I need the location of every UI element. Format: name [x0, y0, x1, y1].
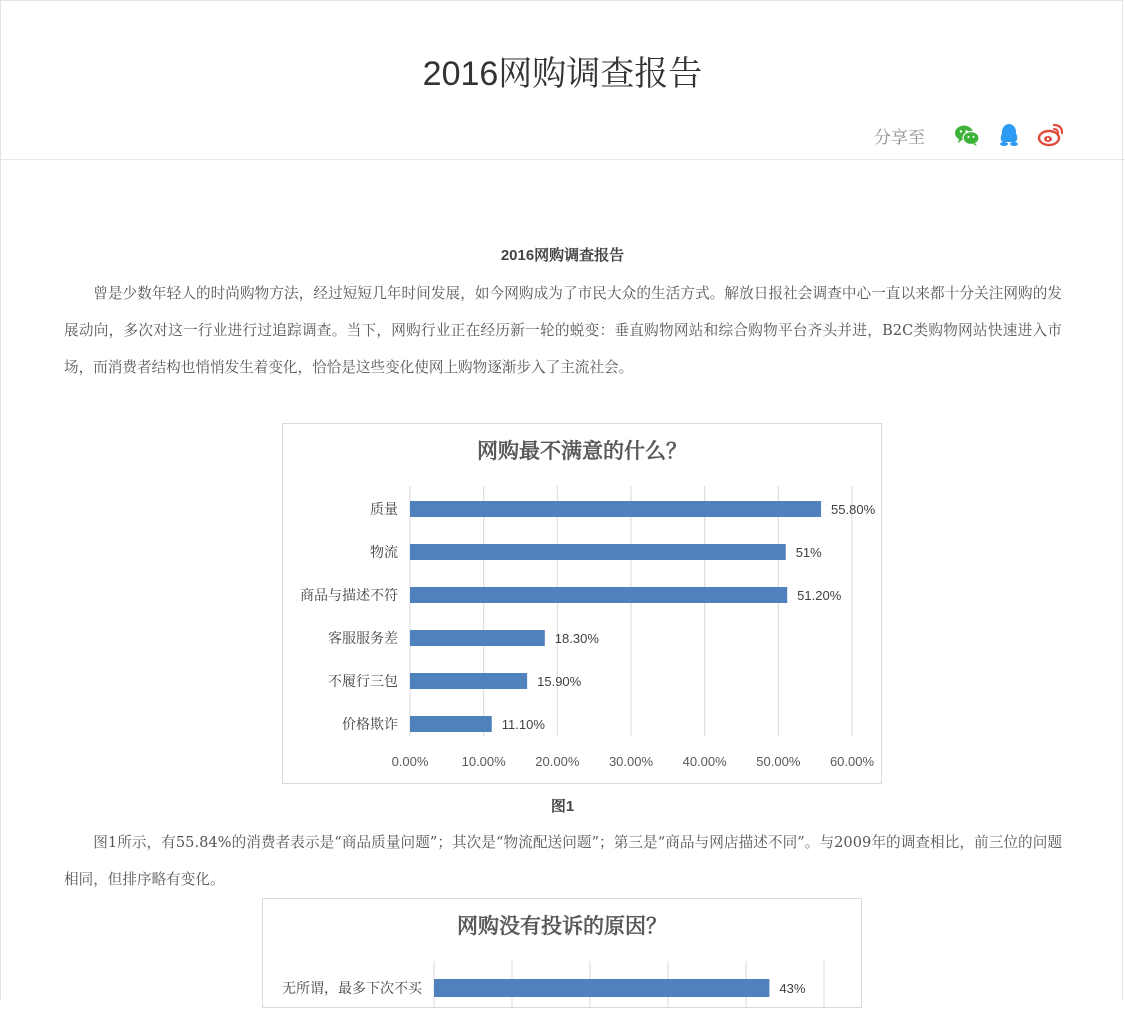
figure-caption: 图1	[550, 798, 575, 815]
category-label: 商品与描述不符	[300, 587, 398, 603]
category-label: 不履行三包	[328, 673, 398, 689]
x-tick-label: 30.00%	[608, 754, 654, 769]
page-title: 2016网购调查报告	[422, 55, 703, 93]
x-tick-label: 50.00%	[756, 754, 801, 769]
data-label: 55.80%	[831, 502, 876, 517]
bar	[410, 630, 545, 646]
category-label: 价格欺诈	[342, 716, 398, 732]
header-divider	[0, 159, 1125, 160]
bar	[410, 544, 786, 560]
data-label: 51%	[795, 545, 822, 560]
bar	[410, 673, 527, 689]
chart-no-complaint	[262, 898, 862, 1008]
category-label: 质量	[370, 501, 398, 517]
category-label: 客服服务差	[328, 630, 398, 646]
article-title: 2016网购调查报告	[500, 247, 625, 264]
weibo-icon[interactable]	[1037, 121, 1065, 149]
x-tick-label: 60.00%	[829, 754, 875, 769]
chart-dissatisfaction	[282, 423, 882, 784]
article-paragraph: 曾是少数年轻人的时尚购物方法，经过短短几年时间发展，如今网购成为了市民大众的生活方式。解放日报社会调查中心一直以来都十分关注网购的发展动向，多次对这一行业进行过追踪调查。当下，网购行业正在经历新一轮的蜕变：垂直购物网站和综合购物平台齐头并进，B2C类购物网站快速进入市场，而消费者结构也悄悄发生着变化，恰恰是这些变化使网上购物逐渐步入了主流社会。	[64, 285, 1062, 376]
bar	[434, 979, 769, 997]
bar-chart-svg	[283, 424, 881, 783]
category-label: 物流	[370, 544, 398, 560]
x-tick-label: 40.00%	[682, 754, 727, 769]
data-label: 15.90%	[537, 674, 582, 689]
x-tick-label: 0.00%	[391, 754, 429, 769]
chart-title: 网购没有投诉的原因？	[457, 915, 667, 938]
article-paragraph: 图1所示，有55.84%的消费者表示是“商品质量问题”；其次是“物流配送问题”；第三是“商品与网店描述不同”。与2009年的调查相比，前三位的问题相同，但排序略有变化。	[64, 834, 1062, 888]
x-tick-label: 10.00%	[461, 754, 506, 769]
x-tick-label: 20.00%	[535, 754, 580, 769]
bar	[410, 501, 821, 517]
category-label: 无所谓，最多下次不买	[282, 980, 422, 996]
share-bar	[874, 121, 1065, 149]
wechat-icon[interactable]	[953, 121, 981, 149]
qq-icon[interactable]	[995, 121, 1023, 149]
data-label: 51.20%	[797, 588, 842, 603]
bar	[410, 587, 787, 603]
data-label: 18.30%	[554, 631, 599, 646]
bar-chart-svg	[263, 899, 861, 1007]
bar	[410, 716, 492, 732]
data-label: 43%	[779, 981, 806, 996]
data-label: 11.10%	[501, 717, 545, 732]
chart-title: 网购最不满意的什么？	[477, 440, 687, 463]
share-label: 分享至	[874, 127, 925, 147]
